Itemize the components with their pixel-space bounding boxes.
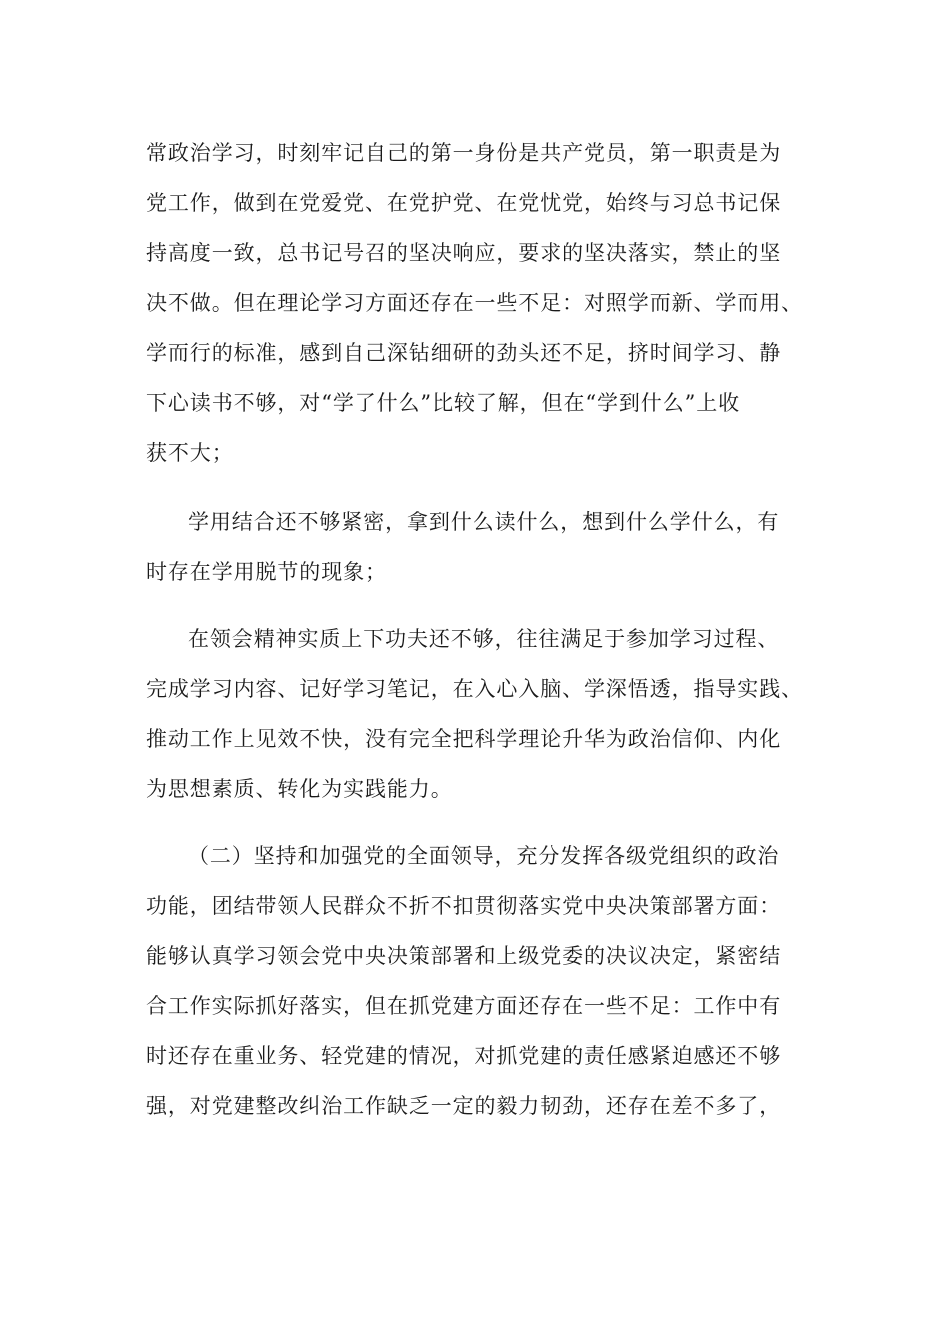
paragraph-first-line: 在领会精神实质上下功夫还不够，往往满足于参加学习过程、	[188, 627, 780, 651]
text-line: 常政治学习，时刻牢记自己的第一身份是共产党员，第一职责是为	[146, 141, 782, 165]
text-line: 功能，团结带领人民群众不折不扣贯彻落实党中央决策部署方面：	[146, 894, 782, 918]
section-heading-line: （二）坚持和加强党的全面领导，充分发挥各级党组织的政治	[188, 844, 780, 868]
text-line: 时还存在重业务、轻党建的情况，对抓党建的责任感紧迫感还不够	[146, 1044, 782, 1068]
text-line: 持高度一致，总书记号召的坚决响应，要求的坚决落实，禁止的坚	[146, 241, 782, 265]
text-line: 强，对党建整改纠治工作缺乏一定的毅力韧劲，还存在差不多了，	[146, 1094, 782, 1118]
text-line: 为思想素质、转化为实践能力。	[146, 777, 453, 801]
text-line: 推动工作上见效不快，没有完全把科学理论升华为政治信仰、内化	[146, 727, 782, 751]
text-line: 时存在学用脱节的现象；	[146, 560, 387, 584]
paragraph-first-line: 学用结合还不够紧密，拿到什么读什么，想到什么学什么，有	[188, 510, 780, 534]
text-line: 党工作，做到在党爱党、在党护党、在党忧党，始终与习总书记保	[146, 191, 782, 215]
text-line: 完成学习内容、记好学习笔记，在入心入脑、学深悟透，指导实践、	[146, 677, 803, 701]
text-line: 合工作实际抓好落实，但在抓党建方面还存在一些不足：工作中有	[146, 994, 782, 1018]
text-line: 学而行的标准，感到自己深钻细研的劲头还不足，挤时间学习、静	[146, 341, 782, 365]
text-line: 下心读书不够，对“学了什么”比较了解，但在“学到什么”上收	[146, 391, 741, 415]
text-line: 决不做。但在理论学习方面还存在一些不足：对照学而新、学而用、	[146, 291, 803, 315]
text-line: 获不大；	[146, 441, 234, 465]
text-line: 能够认真学习领会党中央决策部署和上级党委的决议决定，紧密结	[146, 944, 782, 968]
